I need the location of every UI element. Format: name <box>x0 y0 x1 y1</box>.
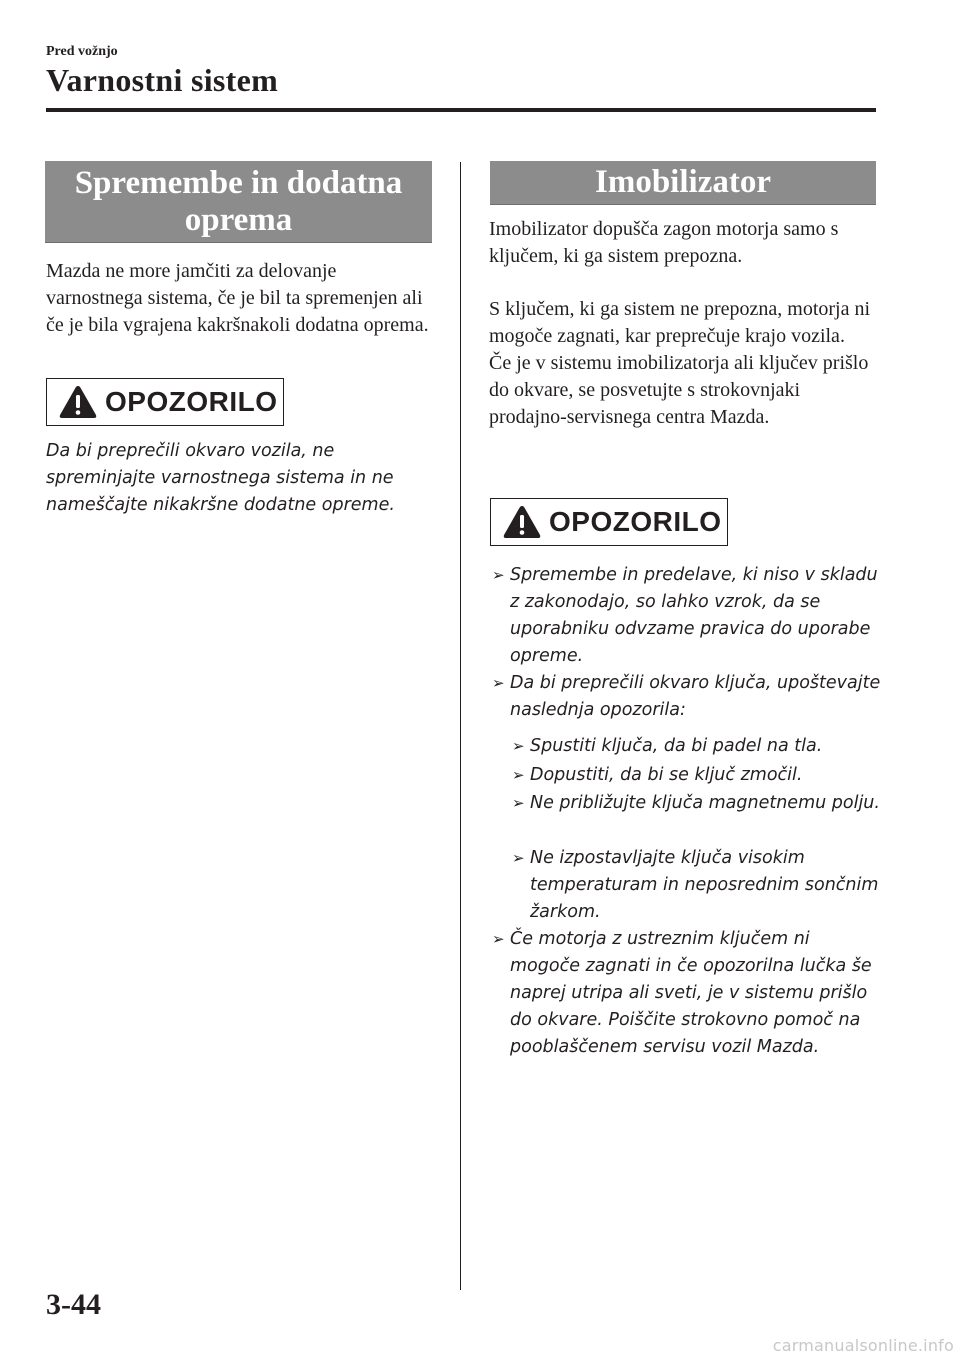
section-label: Pred vožnjo <box>46 44 118 59</box>
warning-triangle-icon <box>499 500 545 544</box>
warning-box <box>490 498 728 546</box>
watermark: carmanualsonline.info <box>772 1336 954 1355</box>
sub-list-item <box>512 762 882 789</box>
sub-list-item <box>512 845 882 926</box>
bullet-arrow-icon: ➢ <box>512 766 525 784</box>
immobilizer-body-text: Imobilizator dopušča zagon motorja samo s ključem, ki ga sistem prepozna. <box>489 218 839 267</box>
warning-label: OPOZORILO <box>549 506 722 537</box>
page-number: 3-44 <box>46 1288 101 1321</box>
title-rule <box>46 108 876 112</box>
list-item <box>492 926 882 1061</box>
sub-list-item <box>512 790 882 817</box>
list-item-text: Ne približujte ključa magnetnemu polju. <box>530 793 880 813</box>
heading-line: Spremembe in dodatna <box>74 165 403 201</box>
bullet-arrow-icon: ➢ <box>492 566 505 584</box>
list-item-text: Ne izpostavljajte ključa visokim temperaturam in neposrednim sončnim žarkom. <box>530 848 879 922</box>
list-item-text: Spremembe in predelave, ki niso v skladu z zakonodajo, so lahko vzrok, da se uporabniku odvzame pravica do uporabe opreme. <box>510 565 878 666</box>
bullet-arrow-icon: ➢ <box>512 849 525 867</box>
list-item-text: Če motorja z ustreznim ključem ni mogoče zagnati in če opozorilna lučka še naprej utripa ali sveti, je v sistemu prišlo do okvare. Poiščite strokovno pomoč na pooblaščenem servisu vozil Mazda. <box>510 929 872 1057</box>
bullet-arrow-icon: ➢ <box>512 794 525 812</box>
list-item-text: Spustiti ključa, da bi padel na tla. <box>530 736 823 756</box>
heading-line: oprema <box>184 202 293 238</box>
warning-box <box>46 378 284 426</box>
list-item-text: Dopustiti, da bi se ključ zmočil. <box>530 765 803 785</box>
list-item-text: Da bi preprečili okvaro ključa, upoštevajte naslednja opozorila: <box>510 673 881 720</box>
immobilizer-body-text: S ključem, ki ga sistem ne prepozna, motorja ni mogoče zagnati, kar preprečuje krajo vozila. Če je v sistemu imobilizatorja ali ključev prišlo do okvare, se posvetujte s strokovnjaki prodajno-servisnega centra Mazda. <box>489 298 871 428</box>
bullet-arrow-icon: ➢ <box>512 737 525 755</box>
bullet-arrow-icon: ➢ <box>492 930 505 948</box>
column-divider <box>460 162 461 1290</box>
list-item <box>492 670 882 724</box>
section-heading-modifications <box>45 161 432 243</box>
warning-label: OPOZORILO <box>105 386 278 417</box>
warning-triangle-icon <box>55 380 101 424</box>
section-heading-immobilizer: Imobilizator <box>490 161 876 205</box>
modifications-body-text: Mazda ne more jamčiti za delovanje varnostnega sistema, če je bil ta spremenjen ali če je bila vgrajena kakršnakoli dodatna oprema. <box>46 260 429 336</box>
page-title: Varnostni sistem <box>46 62 279 98</box>
bullet-arrow-icon: ➢ <box>492 674 505 692</box>
list-item <box>492 562 882 670</box>
warning-text: Da bi preprečili okvaro vozila, ne spreminjajte varnostnega sistema in ne nameščajte nikakršne dodatne opreme. <box>46 441 395 515</box>
sub-list-item <box>512 733 882 760</box>
